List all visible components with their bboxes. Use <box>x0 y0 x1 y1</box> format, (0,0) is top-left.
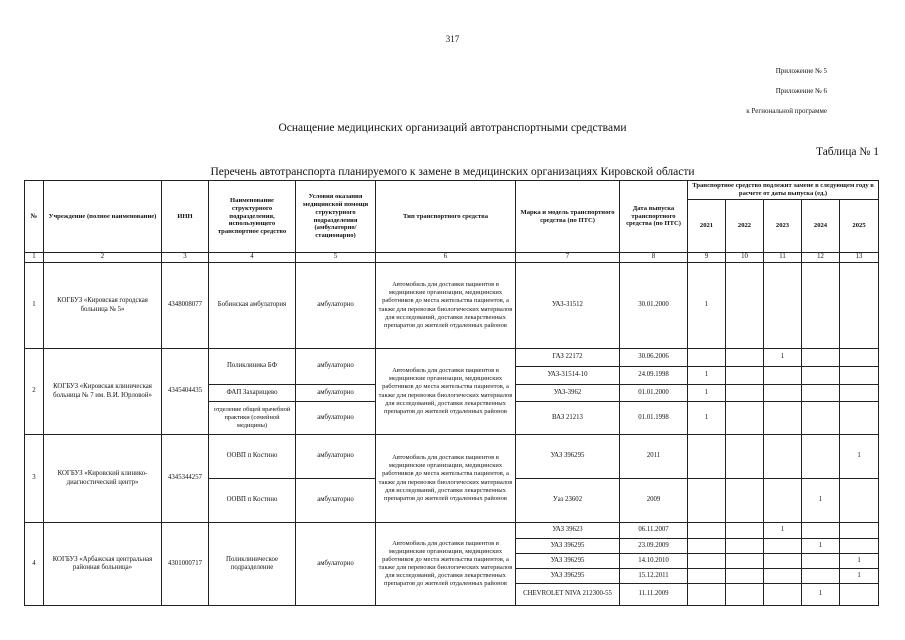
inn-value: 4345344257 <box>162 435 209 523</box>
release-date: 2011 <box>620 435 688 479</box>
column-number: 11 <box>764 253 802 263</box>
year-2024-count <box>802 554 840 569</box>
institution-name: КОГБУЗ «Кировская клиническая больница № 7 им. В.И. Юрловой» <box>44 349 162 435</box>
column-number: 6 <box>376 253 516 263</box>
header-model: Марка и модель транспортного средства (по ПТС) <box>516 181 620 253</box>
header-year-2021: 2021 <box>688 200 726 253</box>
row-number: 3 <box>25 435 44 523</box>
care-conditions: амбулаторно <box>296 385 376 402</box>
vehicle-model: УАЗ-31512 <box>516 263 620 349</box>
header-subdivision: Наименование структурного подразделения, использующего транспортное средство <box>209 181 296 253</box>
year-2022-count <box>726 479 764 523</box>
year-2025-count <box>840 523 879 539</box>
year-2023-count <box>764 385 802 402</box>
inn-value: 4345404435 <box>162 349 209 435</box>
year-2025-count <box>840 349 879 367</box>
release-date: 24.09.1998 <box>620 367 688 385</box>
table-caption: Перечень автотранспорта планируемого к замене в медицинских организациях Кировской области <box>210 166 695 178</box>
care-conditions: амбулаторно <box>296 263 376 349</box>
year-2024-count: 1 <box>802 584 840 606</box>
year-2023-count <box>764 367 802 385</box>
column-number: 5 <box>296 253 376 263</box>
year-2024-count <box>802 435 840 479</box>
year-2023-count: 1 <box>764 523 802 539</box>
year-2021-count <box>688 435 726 479</box>
vehicle-type: Автомобиль для доставки пациентов в медицинские организации, медицинских работников до места жительства пациентов, а также для перевозки биологических материалов для исследований, доставки лекарственных препаратов до жителей отдаленных районов <box>376 435 516 523</box>
year-2023-count <box>764 569 802 584</box>
year-2022-count <box>726 367 764 385</box>
year-2025-count: 1 <box>840 554 879 569</box>
release-date: 01.01.1998 <box>620 402 688 435</box>
column-number: 1 <box>25 253 44 263</box>
vehicle-model: УАЗ 396295 <box>516 554 620 569</box>
year-2024-count <box>802 385 840 402</box>
year-2025-count <box>840 385 879 402</box>
year-2021-count <box>688 523 726 539</box>
row-number: 4 <box>25 523 44 606</box>
vehicle-model: УАЗ 396295 <box>516 569 620 584</box>
subdivision-name: отделение общей врачебной практики (семейной медицины) <box>209 402 296 435</box>
year-2025-count <box>840 402 879 435</box>
year-2021-count: 1 <box>688 385 726 402</box>
year-2022-count <box>726 539 764 554</box>
year-2021-count <box>688 569 726 584</box>
column-number: 8 <box>620 253 688 263</box>
column-number: 9 <box>688 253 726 263</box>
year-2022-count <box>726 385 764 402</box>
year-2025-count <box>840 367 879 385</box>
care-conditions: амбулаторно <box>296 523 376 606</box>
row-number: 1 <box>25 263 44 349</box>
year-2025-count: 1 <box>840 569 879 584</box>
year-2024-count <box>802 367 840 385</box>
year-2023-count <box>764 435 802 479</box>
year-2022-count <box>726 523 764 539</box>
year-2025-count <box>840 263 879 349</box>
table-number: Таблица № 1 <box>815 146 879 158</box>
page-number: 317 <box>445 34 460 44</box>
subdivision-name: Бобинская амбулатория <box>209 263 296 349</box>
release-date: 30.06.2006 <box>620 349 688 367</box>
header-conditions: Условия оказания медицинской помощи структурного подразделения (амбулаторно/стационарно) <box>296 181 376 253</box>
year-2025-count <box>840 479 879 523</box>
header-release-date: Дата выпуска транспортного средства (по ПТС) <box>620 181 688 253</box>
header-year-2024: 2024 <box>802 200 840 253</box>
institution-name: КОГБУЗ «Кировский клинико-диагностический центр» <box>44 435 162 523</box>
institution-name: КОГБУЗ «Кировская городская больница № 5» <box>44 263 162 349</box>
vehicle-type: Автомобиль для доставки пациентов в медицинские организации, медицинских работников до места жительства пациентов, а также для перевозки биологических материалов для исследований, доставки лекарственных препаратов до жителей отдаленных районов <box>376 349 516 435</box>
column-number: 7 <box>516 253 620 263</box>
year-2021-count <box>688 539 726 554</box>
vehicle-model: УАЗ 396295 <box>516 539 620 554</box>
year-2023-count <box>764 584 802 606</box>
vehicle-model: ВАЗ 21213 <box>516 402 620 435</box>
document-title: Оснащение медицинских организаций автотранспортными средствами <box>278 122 627 134</box>
vehicle-model: УАЗ-3962 <box>516 385 620 402</box>
header-institution: Учреждение (полное наименование) <box>44 181 162 253</box>
vehicle-model: УАЗ 396295 <box>516 435 620 479</box>
year-2023-count <box>764 402 802 435</box>
year-2021-count: 1 <box>688 402 726 435</box>
year-2023-count <box>764 539 802 554</box>
column-number: 10 <box>726 253 764 263</box>
year-2022-count <box>726 569 764 584</box>
vehicle-model: УАЗ 39623 <box>516 523 620 539</box>
header-inn: ИНН <box>162 181 209 253</box>
row-number: 2 <box>25 349 44 435</box>
year-2024-count <box>802 263 840 349</box>
appendix-line-3: к Региональной программе <box>746 107 827 115</box>
year-2022-count <box>726 584 764 606</box>
vehicle-model: ГАЗ 22172 <box>516 349 620 367</box>
year-2021-count: 1 <box>688 367 726 385</box>
release-date: 11.11.2009 <box>620 584 688 606</box>
subdivision-name: Поликлиническое подразделение <box>209 523 296 606</box>
column-number: 3 <box>162 253 209 263</box>
subdivision-name: Поликлиника БФ <box>209 349 296 385</box>
column-number: 12 <box>802 253 840 263</box>
vehicle-model: CHEVROLET NIVA 212300-55 <box>516 584 620 606</box>
year-2021-count <box>688 584 726 606</box>
header-year-2022: 2022 <box>726 200 764 253</box>
release-date: 15.12.2011 <box>620 569 688 584</box>
care-conditions: амбулаторно <box>296 479 376 523</box>
header-row <box>25 181 879 200</box>
vehicle-type: Автомобиль для доставки пациентов в медицинские организации, медицинских работников до места жительства пациентов, а также для перевозки биологических материалов для исследований, доставки лекарственных препаратов до жителей отдаленных районов <box>376 263 516 349</box>
release-date: 14.10.2010 <box>620 554 688 569</box>
institution-name: КОГБУЗ «Арбажская центральная районная больница» <box>44 523 162 606</box>
care-conditions: амбулаторно <box>296 349 376 385</box>
year-2022-count <box>726 435 764 479</box>
year-2024-count: 1 <box>802 539 840 554</box>
year-2022-count <box>726 263 764 349</box>
column-number: 13 <box>840 253 879 263</box>
table-row <box>25 435 879 479</box>
year-2021-count <box>688 349 726 367</box>
vehicle-type: Автомобиль для доставки пациентов в медицинские организации, медицинских работников до места жительства пациентов, а также для перевозки биологических материалов для исследований, доставки лекарственных препаратов до жителей отдаленных районов <box>376 523 516 606</box>
year-2024-count <box>802 349 840 367</box>
appendix-line-2: Приложение № 6 <box>775 87 827 95</box>
release-date: 06.11.2007 <box>620 523 688 539</box>
release-date: 01.01.2000 <box>620 385 688 402</box>
year-2025-count: 1 <box>840 435 879 479</box>
header-vehicle-type: Тип транспортного средства <box>376 181 516 253</box>
year-2024-count <box>802 402 840 435</box>
year-2024-count <box>802 569 840 584</box>
column-number: 4 <box>209 253 296 263</box>
vehicle-model: Уаз 23602 <box>516 479 620 523</box>
year-2024-count <box>802 523 840 539</box>
column-number: 2 <box>44 253 162 263</box>
year-2022-count <box>726 402 764 435</box>
header-year-2025: 2025 <box>840 200 879 253</box>
table-row <box>25 349 879 367</box>
table-row <box>25 263 879 349</box>
release-date: 30.01.2000 <box>620 263 688 349</box>
subdivision-name: ФАП Захарищево <box>209 385 296 402</box>
year-2025-count <box>840 539 879 554</box>
vehicle-replacement-table <box>24 180 879 606</box>
inn-value: 4348008077 <box>162 263 209 349</box>
care-conditions: амбулаторно <box>296 402 376 435</box>
release-date: 2009 <box>620 479 688 523</box>
header-year-2023: 2023 <box>764 200 802 253</box>
year-2023-count <box>764 554 802 569</box>
year-2025-count <box>840 584 879 606</box>
year-2023-count <box>764 263 802 349</box>
year-2022-count <box>726 349 764 367</box>
year-2022-count <box>726 554 764 569</box>
table-row <box>25 523 879 539</box>
appendix-line-1: Приложение № 5 <box>775 67 827 75</box>
vehicle-model: УАЗ-31514-10 <box>516 367 620 385</box>
year-2024-count: 1 <box>802 479 840 523</box>
inn-value: 4301000717 <box>162 523 209 606</box>
year-2021-count <box>688 554 726 569</box>
year-2021-count <box>688 479 726 523</box>
year-2023-count <box>764 479 802 523</box>
header-replacement-group: Транспортное средство подлежит замене в следующем году в расчете от даты выпуска (ед.) <box>688 181 879 200</box>
subdivision-name: ООВП п Костино <box>209 435 296 479</box>
subdivision-name: ООВП п Костино <box>209 479 296 523</box>
column-number-row <box>25 253 879 263</box>
header-no: № <box>25 181 44 253</box>
year-2023-count: 1 <box>764 349 802 367</box>
release-date: 23.09.2009 <box>620 539 688 554</box>
care-conditions: амбулаторно <box>296 435 376 479</box>
year-2021-count: 1 <box>688 263 726 349</box>
